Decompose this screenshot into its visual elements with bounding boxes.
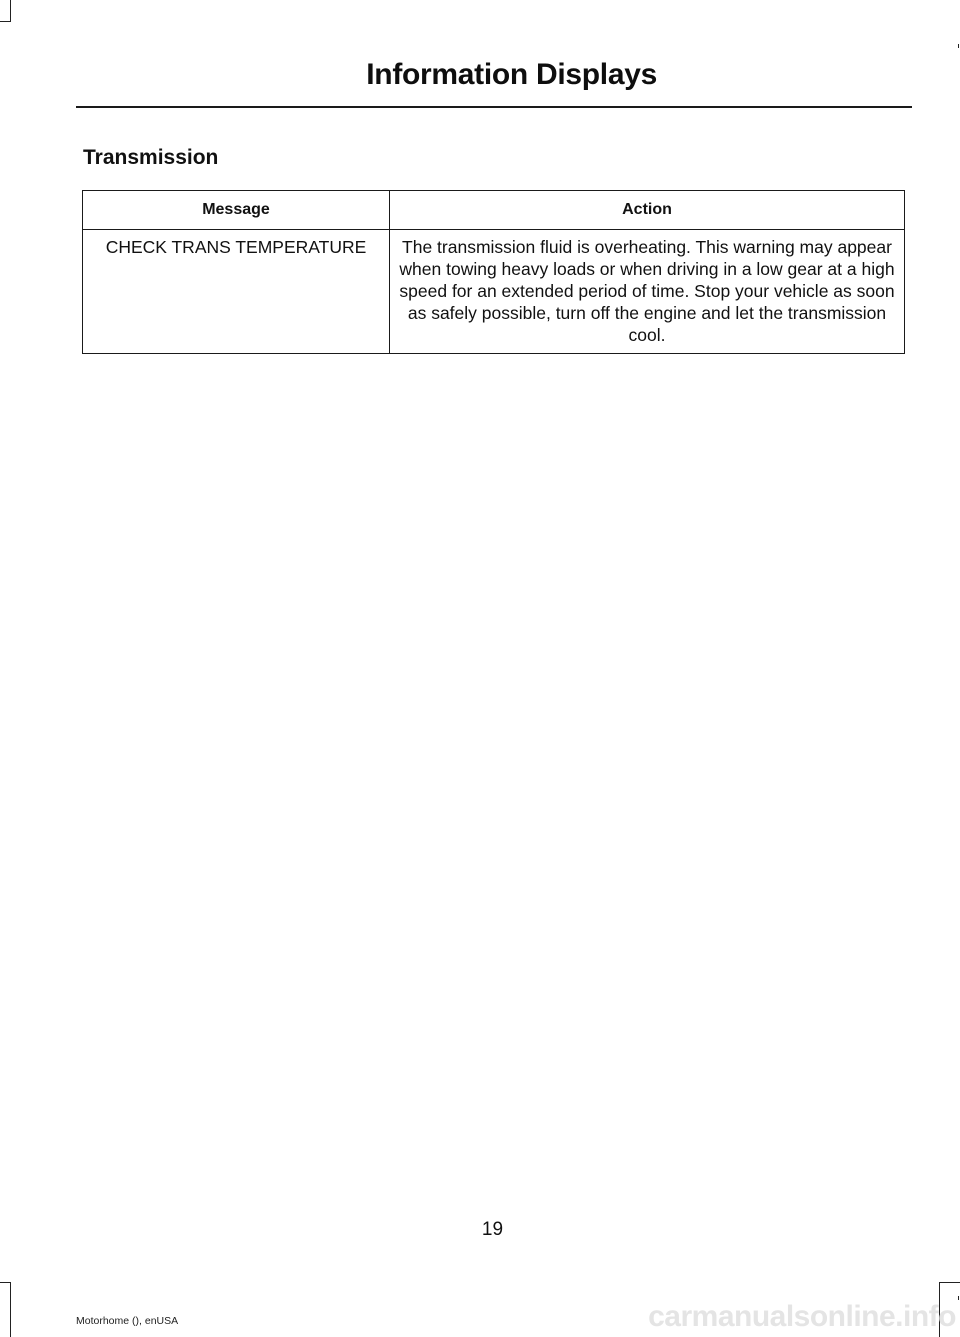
action-cell: The transmission fluid is overheating. This warning may appear when towing heavy loads or when driving in a low gear at a high speed for an extended period of time. Stop your vehicle as soon as safely possible, turn off the engine and let the transmission cool.: [390, 230, 905, 354]
crop-mark-bottom-left-horizontal: [0, 1282, 11, 1283]
page-number: 19: [481, 1219, 504, 1240]
section-heading: Transmission: [83, 146, 219, 169]
crop-mark-top-right-tick: [958, 44, 959, 48]
watermark: carmanualsonline.info: [648, 1300, 956, 1333]
page-title: Information Displays: [366, 58, 657, 91]
messages-table: [82, 190, 905, 354]
crop-mark-top-left-vertical: [10, 0, 11, 22]
crop-mark-top-left-horizontal: [0, 21, 11, 22]
table-row: [83, 230, 905, 354]
column-header-message: Message: [83, 191, 390, 230]
table-header-row: [83, 191, 905, 230]
crop-mark-bottom-left-vertical: [10, 1282, 11, 1337]
edition-label: Motorhome (), enUSA: [76, 1315, 179, 1327]
column-header-action: Action: [390, 191, 905, 230]
crop-mark-bottom-right-horizontal: [939, 1282, 960, 1283]
header-divider: [76, 106, 912, 108]
message-cell: CHECK TRANS TEMPERATURE: [83, 230, 390, 354]
crop-mark-bottom-right-tick: [958, 1296, 959, 1300]
